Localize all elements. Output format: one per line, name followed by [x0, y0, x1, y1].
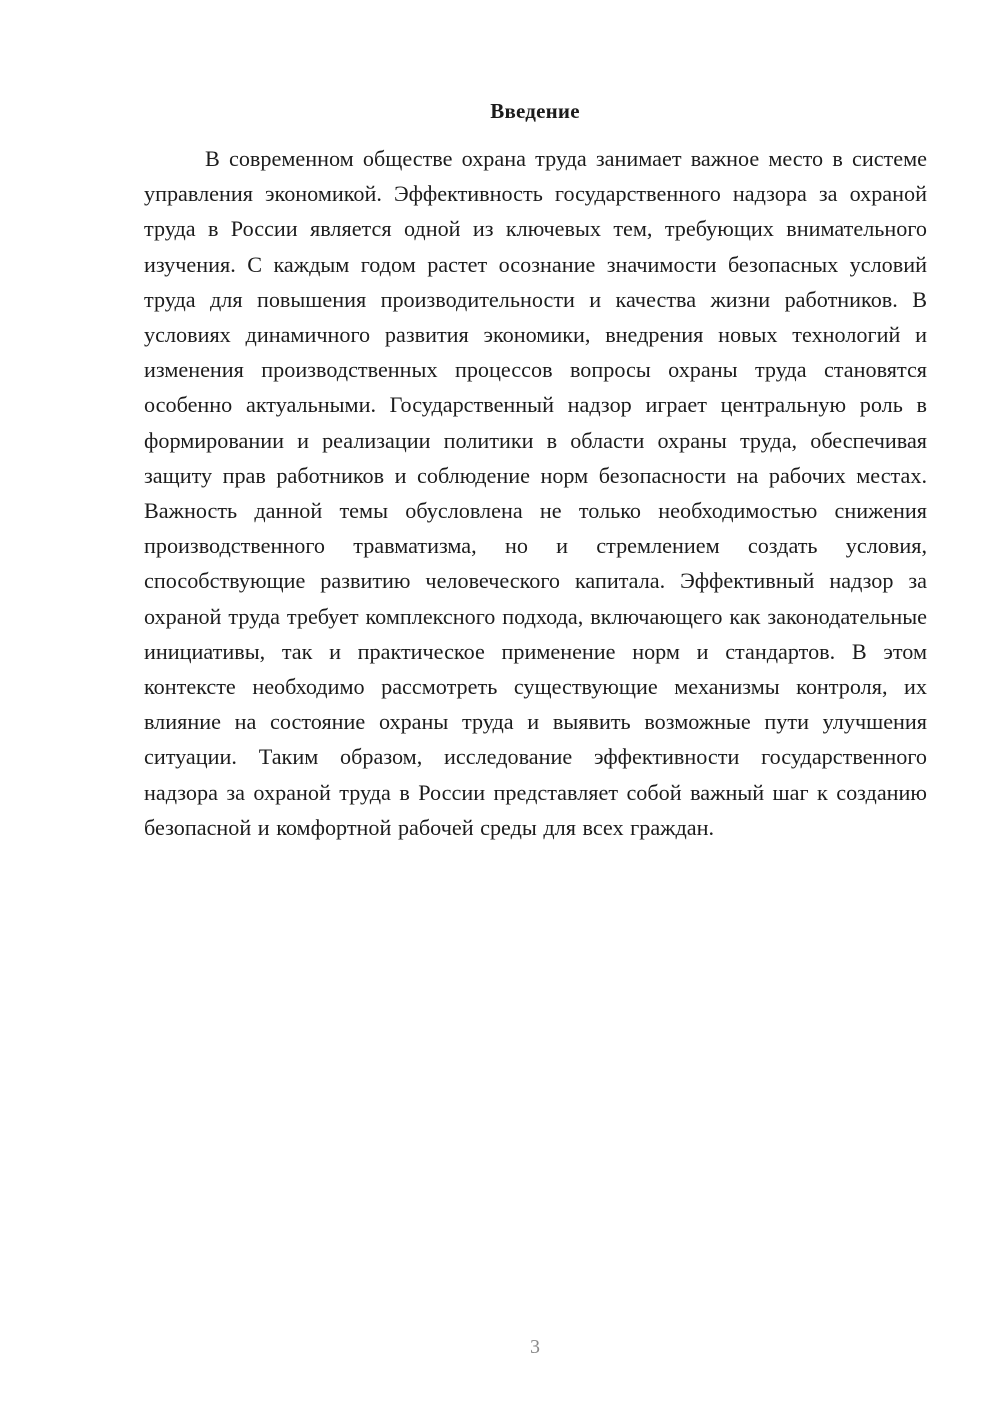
- body-paragraph: В современном обществе охрана труда занимает важное место в системе управления экономикой. Эффективность государственного надзора за охраной труда в России является одной из ключевых тем, требующих внимательного изучения. С каждым годом растет осознание значимости безопасных условий труда для повышения производительности и качества жизни работников. В условиях динамичного развития экономики, внедрения новых технологий и изменения производственных процессов вопросы охраны труда становятся особенно актуальными. Государственный надзор играет центральную роль в формировании и реализации политики в области охраны труда, обеспечивая защиту прав работников и соблюдение норм безопасности на рабочих местах. Важность данной темы обусловлена не только необходимостью снижения производственного травматизма, но и стремлением создать условия, способствующие развитию человеческого капитала. Эффективный надзор за охраной труда требует комплексного подхода, включающего как законодательные инициативы, так и практическое применение норм и стандартов. В этом контексте необходимо рассмотреть существующие механизмы контроля, их влияние на состояние охраны труда и выявить возможные пути улучшения ситуации. Таким образом, исследование эффективности государственного надзора за охраной труда в России представляет собой важный шаг к созданию безопасной и комфортной рабочей среды для всех граждан.: [144, 146, 927, 840]
- section-heading: Введение: [490, 99, 580, 123]
- page-number: 3: [530, 1336, 540, 1358]
